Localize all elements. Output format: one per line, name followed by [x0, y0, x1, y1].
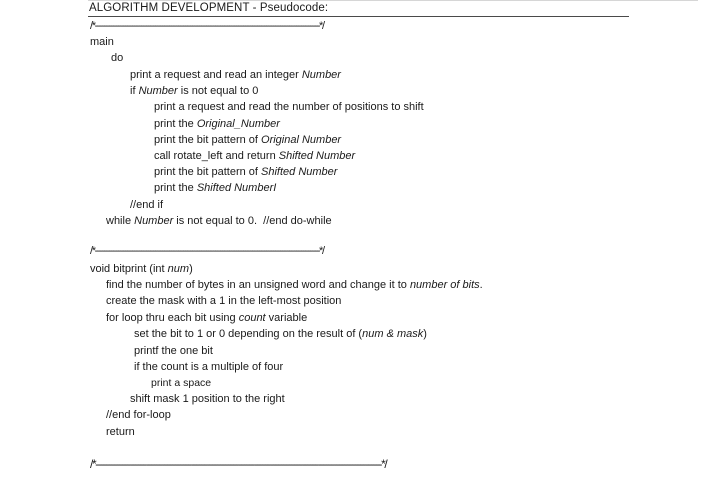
- code-line: create the mask with a 1 in the left-most position: [106, 295, 342, 307]
- comment-separator-3: /*------------------------------------------------------------------------------------------------------------*/: [90, 457, 387, 471]
- code-line: printf the one bit: [134, 345, 213, 357]
- code-line: set the bit to 1 or 0 depending on the result of (num & mask): [134, 328, 427, 340]
- code-line: if Number is not equal to 0: [130, 85, 259, 97]
- main-label: main: [90, 36, 114, 48]
- code-line: while Number is not equal to 0. //end do-while: [106, 215, 332, 227]
- comment-separator-2: /*-------------------------------------------------------------------------------------------------*/: [90, 245, 324, 257]
- code-line: print a request and read an integer Number: [130, 69, 341, 81]
- code-line: shift mask 1 position to the right: [130, 393, 285, 405]
- do-label: do: [111, 52, 124, 64]
- title-underline: [88, 16, 629, 17]
- function-signature: void bitprint (int num): [90, 263, 193, 275]
- comment-separator-1: /*-------------------------------------------------------------------------------------------------*/: [90, 20, 324, 32]
- code-line: for loop thru each bit using count variable: [106, 312, 308, 324]
- code-line: //end for-loop: [106, 409, 171, 421]
- code-line: find the number of bytes in an unsigned word and change it to number of bits.: [106, 279, 483, 291]
- code-line: print the Shifted NumberI: [154, 182, 277, 194]
- code-line: if the count is a multiple of four: [134, 361, 284, 373]
- code-line: print a request and read the number of positions to shift: [154, 101, 424, 113]
- code-line: //end if: [130, 199, 164, 211]
- code-line: call rotate_left and return Shifted Number: [154, 150, 356, 162]
- code-line: return: [106, 426, 135, 438]
- code-line: print the Original_Number: [154, 118, 280, 130]
- code-line: print a space: [151, 377, 212, 389]
- page-title: ALGORITHM DEVELOPMENT - Pseudocode:: [89, 2, 329, 14]
- code-line: print the bit pattern of Shifted Number: [154, 166, 338, 178]
- code-line: print the bit pattern of Original Number: [154, 134, 342, 146]
